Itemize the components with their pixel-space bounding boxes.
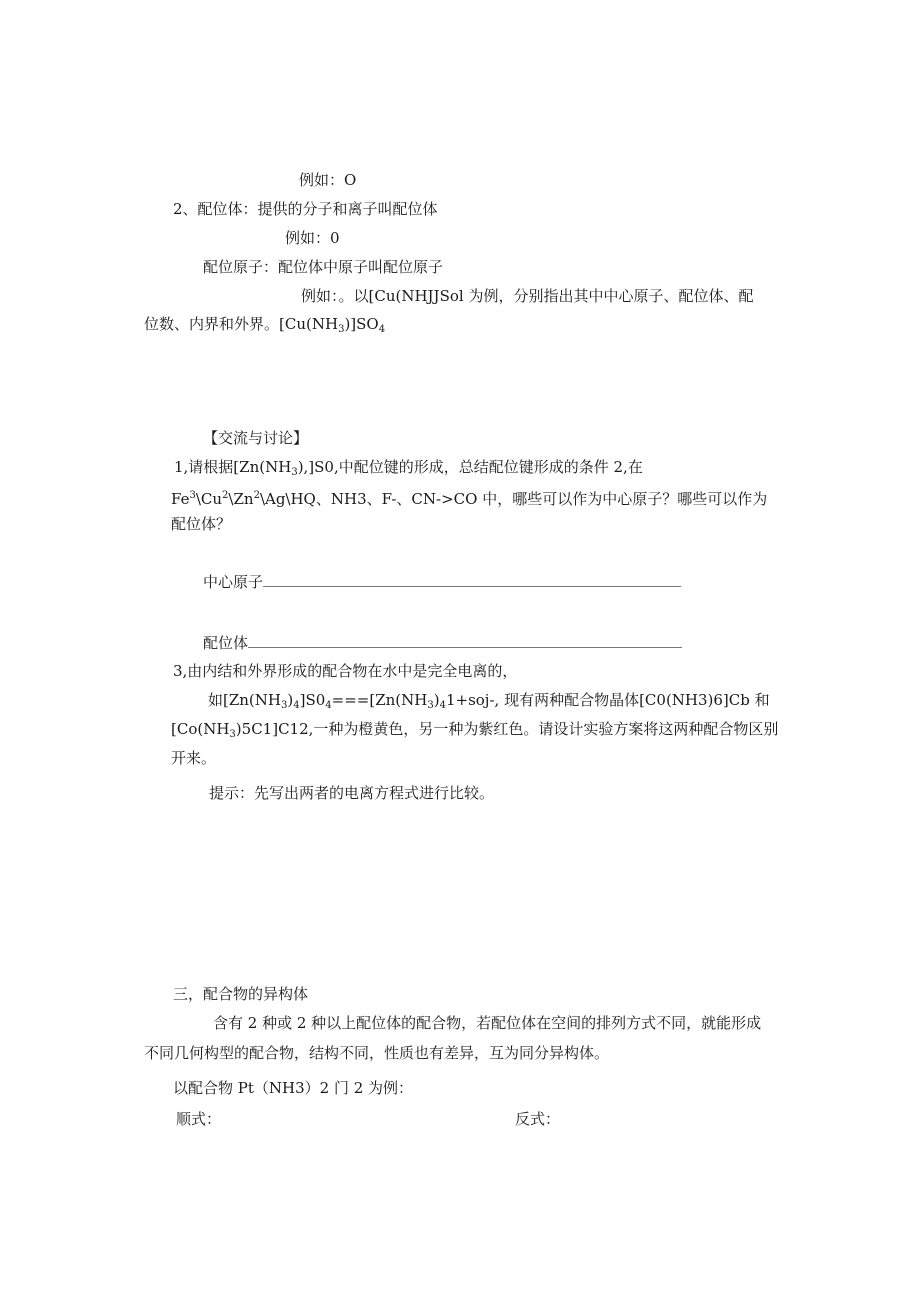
example-text: 例如：O <box>299 171 357 189</box>
center-atom-label: 中心原子 <box>203 573 264 591</box>
task-line-2: 位数、内界和外界。$[Cu(NH_3)]SO_4$ <box>144 315 386 335</box>
task-line-1: 例如：。以[Cu(NHJJSol 为例，分别指出其中中心原子、配位体、配 <box>301 287 754 305</box>
center-atom-blank[interactable] <box>263 572 681 587</box>
cis-label: 顺式： <box>176 1110 222 1128</box>
question-3-end: 开来。 <box>171 749 217 767</box>
question-3-equation: 如$[Zn(NH_3)_4]S0_4===[Zn(NH_3)_41+soj-$, 现有两种配合物晶体[C0(NH3)6]Cb 和 <box>208 691 770 711</box>
center-atom-answer-line <box>203 572 681 592</box>
question-2-continued: 配位体？ <box>171 515 232 533</box>
isomer-paragraph-line-1: 含有 2 种或 2 种以上配位体的配合物，若配位体在空间的排列方式不同，就能形成 <box>213 1014 762 1032</box>
ligand-answer-line <box>203 633 682 653</box>
hint-text: 提示：先写出两者的电离方程式进行比较。 <box>209 784 495 802</box>
example-complex-line: 以配合物 Pt（NH3）2 门 2 为例： <box>173 1079 414 1097</box>
ligand-blank[interactable] <box>248 633 682 648</box>
question-1: 1,请根据$[Zn(NH_3),]S0$,中配位键的形成，总结配位键形成的条件 2,在 <box>174 458 643 478</box>
isomer-paragraph-line-2: 不同几何构型的配合物，结构不同，性质也有差异，互为同分异构体。 <box>144 1044 610 1062</box>
coordination-atom-definition: 配位原子：配位体中原子叫配位原子 <box>203 258 444 276</box>
section-3-title: 三，配合物的异构体 <box>173 985 309 1003</box>
ligand-label: 配位体 <box>203 634 249 652</box>
ligand-definition: 2、配位体：提供的分子和离子叫配位体 <box>173 200 438 218</box>
discussion-heading: 【交流与讨论】 <box>203 429 309 447</box>
question-2: Fe$^3$\Cu$^2$\Zn$^2$\Ag\HQ、NH3、F-、CN->CO 中，哪些可以作为中心原子？哪些可以作为 <box>171 490 768 508</box>
question-3-continued: $[Co(NH_3)5C1]C12$,一种为橙黄色，另一种为紫红色。请设计实验方案将这两种配合物区别 <box>171 720 779 740</box>
trans-label: 反式： <box>515 1110 561 1128</box>
question-3: 3,由内结和外界形成的配合物在水中是完全电离的， <box>173 662 518 680</box>
example-text: 例如：0 <box>285 229 340 247</box>
